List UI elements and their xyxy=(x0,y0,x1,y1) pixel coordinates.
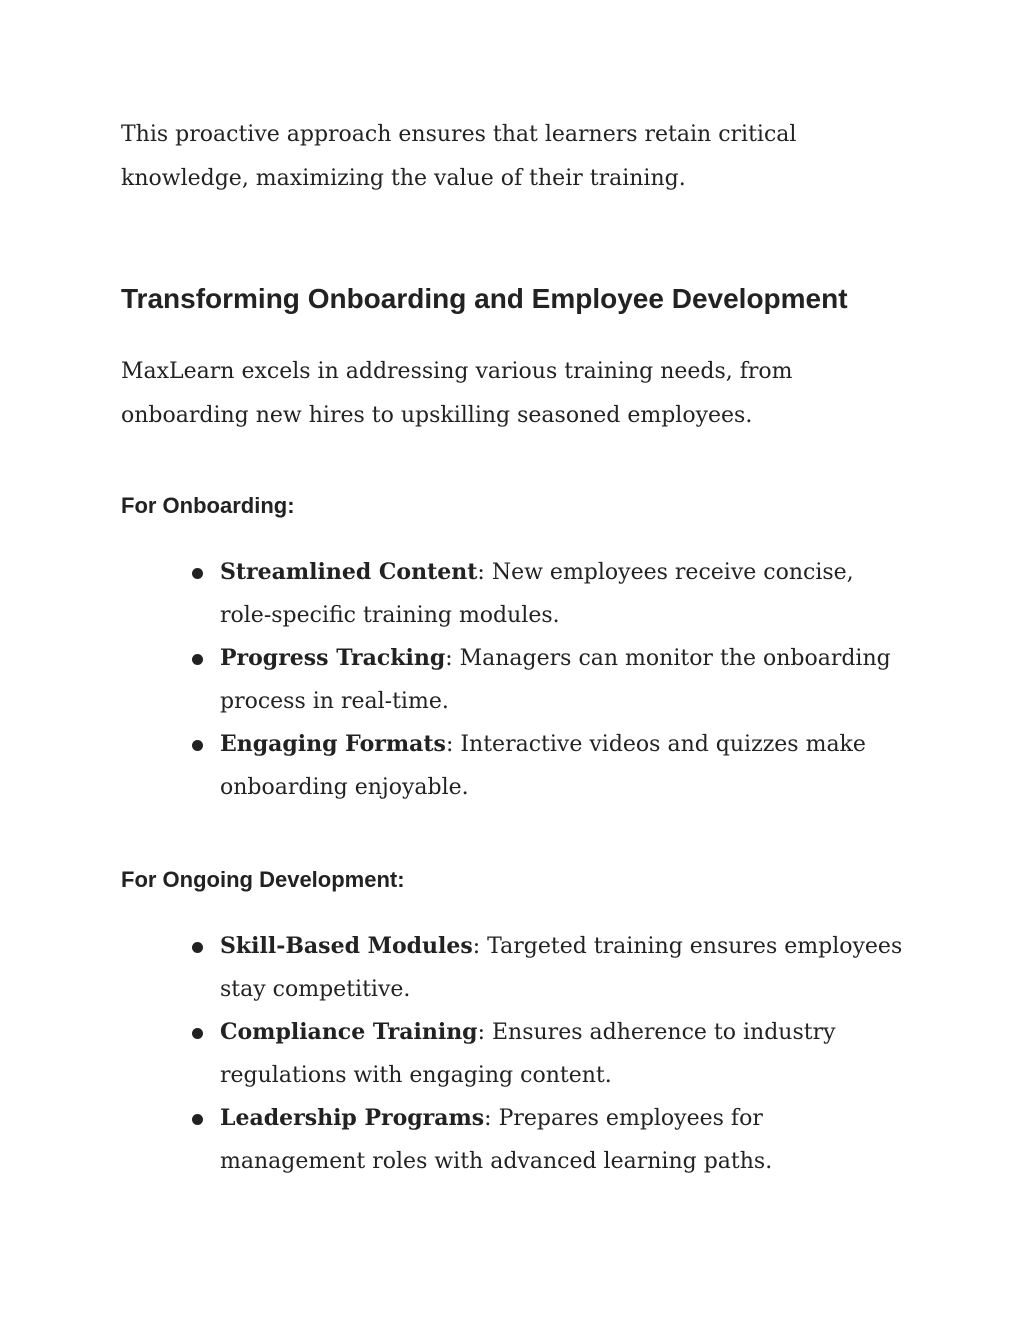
list-item-separator: : xyxy=(472,934,488,959)
list-item-description: Prepares employees for management roles with advanced learning paths. xyxy=(220,1106,773,1174)
list-item-separator: : xyxy=(477,1020,492,1045)
list-item xyxy=(190,1097,910,1183)
list-item xyxy=(190,637,910,723)
ongoing-heading: For Ongoing Development: xyxy=(121,867,405,892)
intro-paragraph: This proactive approach ensures that learners retain critical knowledge, maximizing the value of their training. xyxy=(121,122,797,191)
bullet-icon xyxy=(192,942,203,953)
bullet-icon xyxy=(192,740,203,751)
ongoing-list xyxy=(190,925,910,1183)
list-item-description: Targeted training ensures employees stay competitive. xyxy=(220,934,903,1002)
list-item xyxy=(190,723,910,809)
bullet-icon xyxy=(192,1114,203,1125)
list-item-term: Skill-Based Modules xyxy=(220,933,473,959)
onboarding-heading: For Onboarding: xyxy=(121,493,295,518)
list-item-separator: : xyxy=(445,732,461,757)
list-item-term: Engaging Formats xyxy=(220,731,446,757)
section-heading: Transforming Onboarding and Employee Development xyxy=(121,283,848,314)
list-item-term: Compliance Training xyxy=(220,1019,478,1045)
list-item-separator: : xyxy=(477,560,492,585)
list-item-description: Managers can monitor the onboarding process in real-time. xyxy=(220,646,891,714)
list-item-term: Progress Tracking xyxy=(220,645,446,671)
list-item-term: Leadership Programs xyxy=(220,1105,485,1131)
bullet-icon xyxy=(192,1028,203,1039)
list-item-description: Ensures adherence to industry regulations with engaging content. xyxy=(220,1020,836,1088)
list-item-separator: : xyxy=(484,1106,499,1131)
onboarding-list xyxy=(190,551,910,809)
list-item xyxy=(190,925,910,1011)
bullet-icon xyxy=(192,568,203,579)
list-item-description: Interactive videos and quizzes make onboarding enjoyable. xyxy=(220,732,866,800)
list-item-term: Streamlined Content xyxy=(220,559,478,585)
list-item xyxy=(190,1011,910,1097)
list-item-description: New employees receive concise, role-specific training modules. xyxy=(220,560,854,628)
section-intro-paragraph: MaxLearn excels in addressing various training needs, from onboarding new hires to upskilling seasoned employees. xyxy=(121,359,793,428)
bullet-icon xyxy=(192,654,203,665)
list-item-separator: : xyxy=(445,646,460,671)
list-item xyxy=(190,551,910,637)
